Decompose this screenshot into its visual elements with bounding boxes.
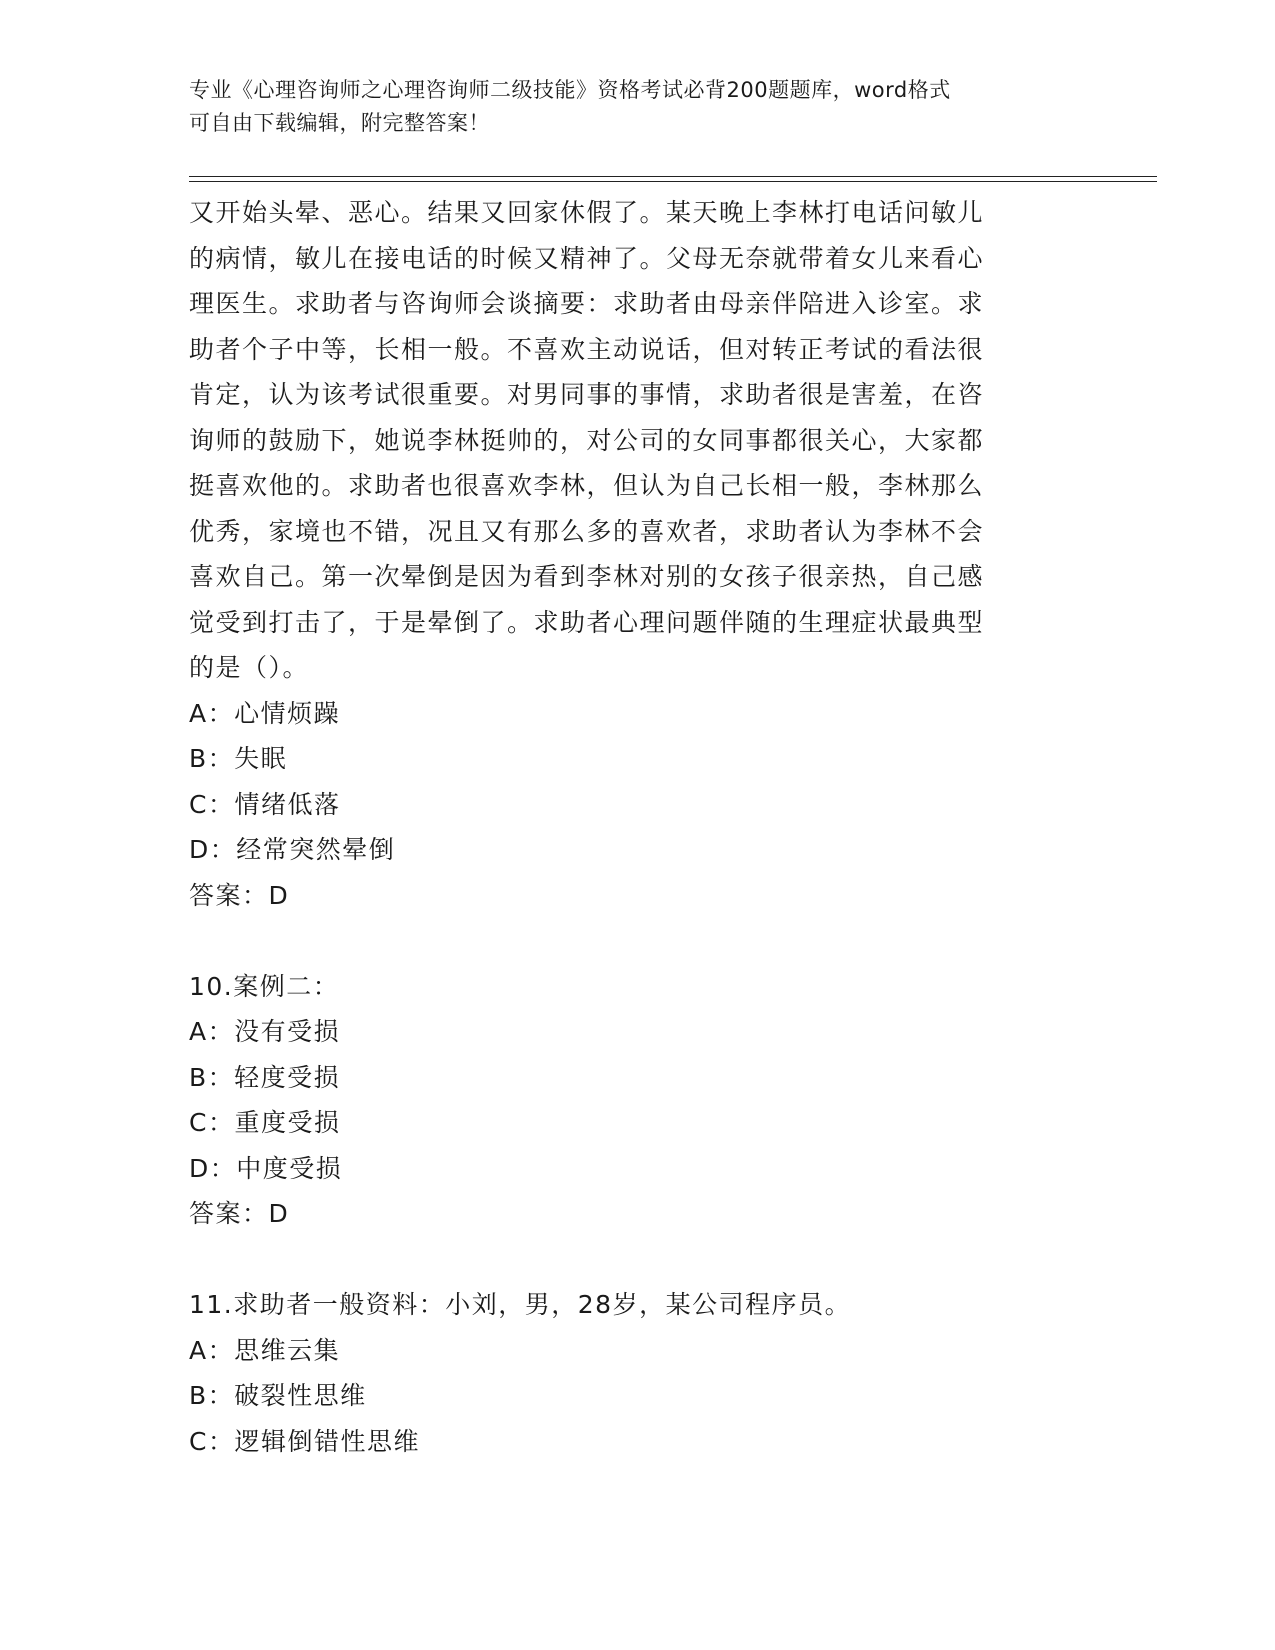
question-text-line: 觉受到打击了，于是晕倒了。求助者心理问题伴随的生理症状最典型 [189,607,985,637]
question-text-line: 理医生。求助者与咨询师会谈摘要：求助者由母亲伴陪进入诊室。求 [189,289,985,318]
option-b: B：失眠 [189,744,288,773]
question-text-line: 助者个子中等，长相一般。不喜欢主动说话，但对转正考试的看法很 [189,334,985,364]
header-divider-top [189,176,1157,177]
option-c: C：情绪低落 [189,789,341,819]
spacer [189,1237,1069,1283]
option-b: B：轻度受损 [189,1062,341,1092]
header-title-line-2: 可自由下载编辑，附完整答案！ [189,111,490,135]
question-text-line: 询师的鼓励下，她说李林挺帅的，对公司的女同事都很关心，大家都 [189,425,985,455]
question-text-line: 又开始头晕、恶心。结果又回家休假了。某天晚上李林打电话问敏儿 [189,198,985,227]
answer-line: 答案：D [189,880,290,910]
question-text-line: 喜欢自己。第一次晕倒是因为看到李林对别的女孩子很亲热，自己感 [189,562,985,591]
question-content [189,190,1069,1464]
spacer [189,918,1069,964]
option-a: A：思维云集 [189,1335,341,1365]
question-text-line: 的是（）。 [189,653,310,682]
question-11 [189,1282,1069,1464]
question-text-line: 的病情，敏儿在接电话的时候又精神了。父母无奈就带着女儿来看心 [189,243,985,273]
question-9 [189,190,1069,918]
option-a: A：心情烦躁 [189,698,341,728]
document-header [189,74,1069,140]
question-title: 11.求助者一般资料：小刘，男，28岁，某公司程序员。 [189,1290,852,1319]
question-title: 10.案例二： [189,971,340,1001]
question-text-line: 挺喜欢他的。求助者也很喜欢李林，但认为自己长相一般，李林那么 [189,471,985,500]
question-text-line: 优秀，家境也不错，况且又有那么多的喜欢者，求助者认为李林不会 [189,516,985,546]
option-d: D：中度受损 [189,1153,343,1183]
option-c: C：逻辑倒错性思维 [189,1426,420,1456]
option-c: C：重度受损 [189,1108,341,1137]
answer-line: 答案：D [189,1199,290,1228]
header-divider-bottom [189,181,1157,182]
option-b: B：破裂性思维 [189,1381,367,1410]
question-10 [189,964,1069,1237]
option-a: A：没有受损 [189,1017,341,1046]
header-title-line-1: 专业《心理咨询师之心理咨询师二级技能》资格考试必背200题题库，word格式 [189,78,951,102]
option-d: D：经常突然晕倒 [189,835,396,864]
question-text-line: 肯定，认为该考试很重要。对男同事的事情，求助者很是害羞，在咨 [189,380,985,409]
